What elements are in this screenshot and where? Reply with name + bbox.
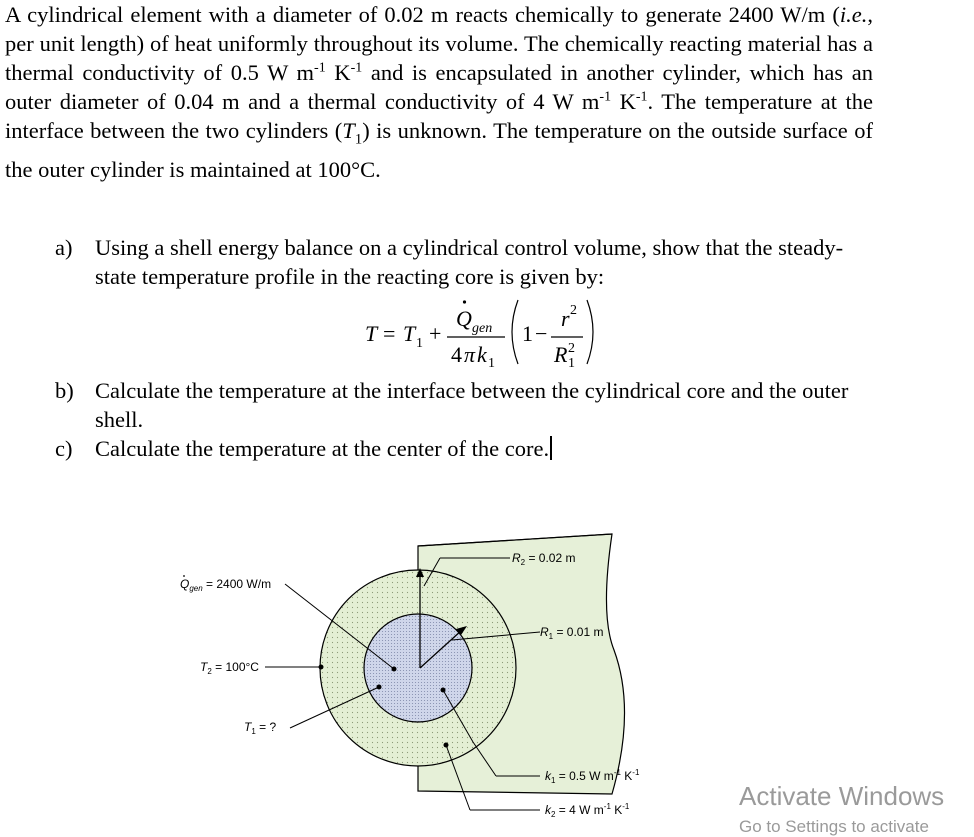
eq-q-dot bbox=[463, 300, 466, 303]
qgen-point bbox=[392, 667, 397, 672]
r1-value: = 0.01 m bbox=[553, 625, 604, 639]
r1-sub: 1 bbox=[548, 632, 554, 641]
intro-ie: i.e. bbox=[839, 2, 868, 27]
eq-lhs: T bbox=[365, 321, 378, 346]
t1-fig-sub: 1 bbox=[251, 727, 256, 736]
k1-sub: 1 bbox=[551, 776, 556, 785]
eq-minus: − bbox=[535, 321, 548, 346]
eq-left-paren bbox=[512, 300, 518, 364]
k1-label bbox=[545, 768, 640, 785]
eq-t: T bbox=[403, 321, 416, 346]
intro-text: A cylindrical element with a diameter of 0.02 m reacts chemically to generate 2400 W/m ( bbox=[5, 2, 840, 27]
t2-sub: 2 bbox=[207, 667, 212, 676]
eq-pi: π bbox=[464, 342, 476, 367]
r2-symbol: R bbox=[512, 551, 521, 565]
eq-k: k bbox=[477, 342, 487, 367]
k2-value: = 4 W m bbox=[555, 803, 604, 817]
intro-text: and is encapsulated in another cylinder, which has an outer diameter of 0.04 m and a thermal conductivity of 4 W m bbox=[5, 60, 874, 114]
intro-text: . The temperature at the interface between the two cylinders ( bbox=[5, 89, 873, 143]
part-b-label: b) bbox=[55, 378, 74, 403]
t1-fig-symbol: T bbox=[244, 720, 252, 734]
t1-subscript: 1 bbox=[354, 131, 363, 148]
qgen-symbol: Q bbox=[180, 577, 190, 591]
eq-one: 1 bbox=[522, 321, 533, 346]
k2-label bbox=[545, 802, 630, 819]
k1-exp1: -1 bbox=[613, 768, 621, 777]
part-a-text: Using a shell energy balance on a cylindrical control volume, show that the steady-state temperature profile in the reacting core is given by: bbox=[95, 235, 844, 289]
eq-R: R bbox=[554, 342, 568, 367]
part-c-text bbox=[95, 434, 875, 463]
eq-right-paren bbox=[587, 300, 593, 364]
k2-point bbox=[444, 743, 449, 748]
qgen-value: = 2400 W/m bbox=[202, 577, 272, 591]
eq-four: 4 bbox=[451, 342, 462, 367]
qgen-label bbox=[180, 577, 271, 593]
qgen-dot bbox=[183, 575, 185, 577]
text-cursor bbox=[550, 436, 552, 460]
k1-exp2: -1 bbox=[632, 768, 640, 777]
exponent: -1 bbox=[635, 89, 648, 105]
problem-statement bbox=[5, 0, 873, 184]
k2-exp2: -1 bbox=[622, 802, 630, 811]
eq-r-exp: 2 bbox=[570, 303, 577, 318]
intro-text: K bbox=[611, 89, 636, 114]
t1-symbol: T bbox=[342, 118, 355, 143]
t2-label bbox=[200, 660, 259, 676]
exponent: -1 bbox=[599, 89, 612, 105]
eq-t-sub: 1 bbox=[416, 336, 423, 351]
r2-value: = 0.02 m bbox=[525, 551, 576, 565]
k2-exp1: -1 bbox=[603, 802, 611, 811]
temperature-profile-equation bbox=[365, 296, 605, 368]
part-c-label: c) bbox=[55, 436, 73, 461]
intro-text: K bbox=[325, 60, 351, 85]
part-a-label: a) bbox=[55, 235, 73, 260]
r2-sub: 2 bbox=[520, 558, 526, 567]
intro-text: ) is unknown. The temperature on the outside surface of the outer cylinder is maintained at 100°C. bbox=[5, 118, 873, 182]
eq-R-exp: 2 bbox=[568, 341, 575, 356]
k1-value: = 0.5 W m bbox=[555, 769, 614, 783]
reacting-core-face bbox=[364, 614, 472, 722]
k2-unit2: K bbox=[610, 803, 623, 817]
activate-windows-watermark: Activate Windows bbox=[739, 781, 945, 811]
exponent: -1 bbox=[314, 60, 326, 76]
k1-symbol: k bbox=[545, 769, 551, 783]
qgen-sub: gen bbox=[189, 584, 203, 593]
r1-symbol: R bbox=[540, 625, 549, 639]
k2-sub: 2 bbox=[551, 810, 556, 819]
k1-unit2: K bbox=[620, 769, 633, 783]
activate-windows-subtext: Go to Settings to activate bbox=[739, 817, 929, 836]
eq-plus: + bbox=[429, 321, 442, 346]
eq-r: r bbox=[561, 306, 570, 331]
t1-fig-value: = ? bbox=[255, 720, 277, 734]
t1-label bbox=[244, 720, 276, 736]
t2-point bbox=[319, 665, 324, 670]
t1-point bbox=[377, 685, 382, 690]
eq-R-sub: 1 bbox=[568, 356, 575, 368]
part-c-text-content: Calculate the temperature at the center of the core. bbox=[95, 436, 550, 461]
eq-k-sub: 1 bbox=[488, 356, 495, 368]
eq-gen: gen bbox=[472, 321, 493, 336]
k1-point bbox=[441, 688, 446, 693]
t2-symbol: T bbox=[200, 660, 208, 674]
part-b-text: Calculate the temperature at the interface between the cylindrical core and the outer shell. bbox=[95, 378, 849, 432]
k2-symbol: k bbox=[545, 803, 551, 817]
intro-text: , per unit length) of heat uniformly throughout its volume. The chemically reacting material has a thermal conductivity of 0.5 W m bbox=[5, 2, 873, 85]
eq-equals: = bbox=[383, 321, 396, 346]
exponent: -1 bbox=[350, 60, 363, 76]
eq-q: Q bbox=[456, 306, 472, 331]
t2-value: = 100°C bbox=[211, 660, 259, 674]
